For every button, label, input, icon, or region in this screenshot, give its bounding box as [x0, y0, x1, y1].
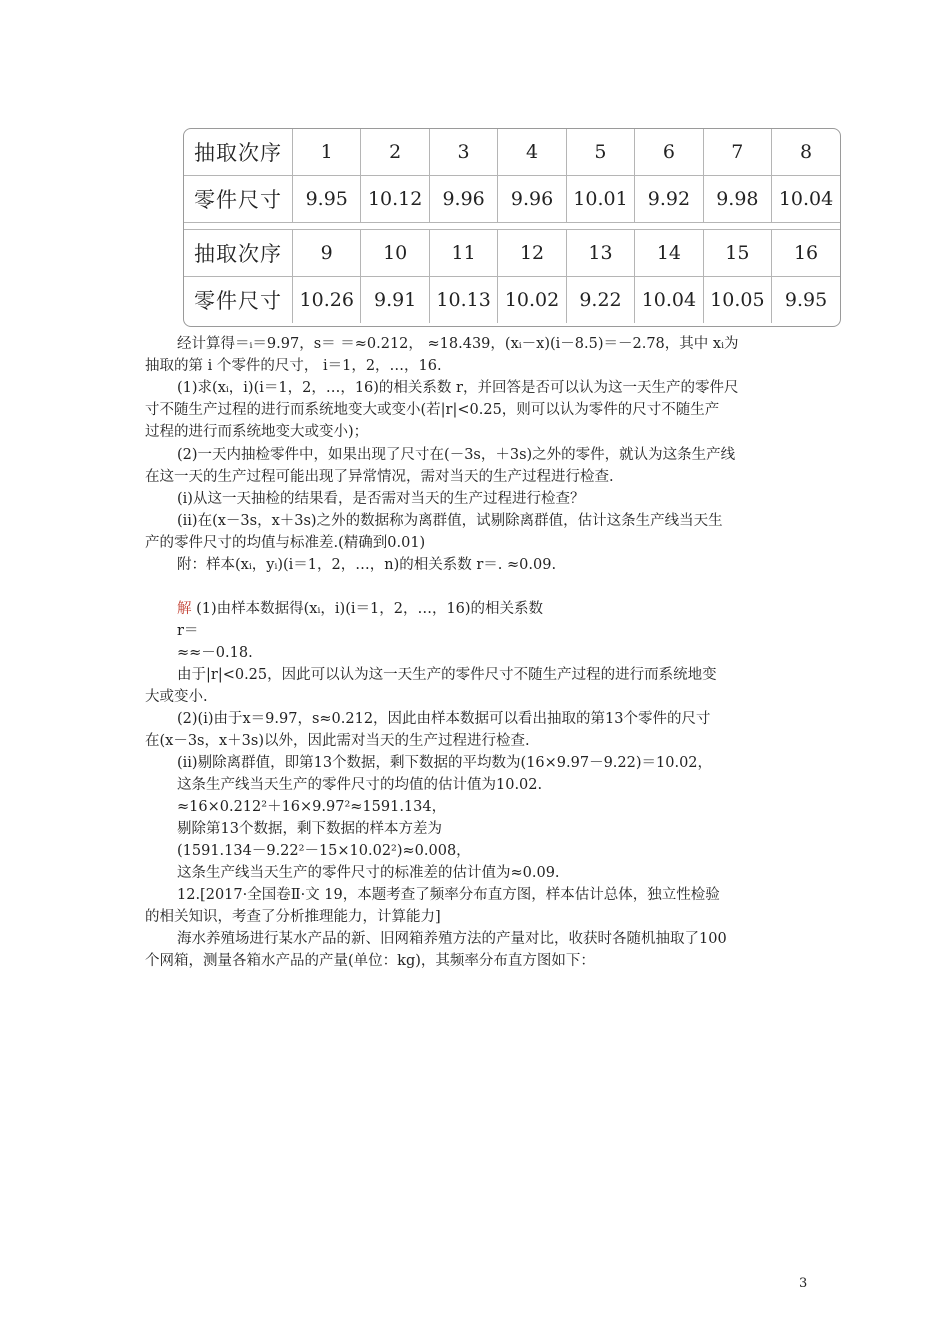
text-line: 海水养殖场进行某水产品的新、旧网箱养殖方法的产量对比，收获时各随机抽取了100: [177, 931, 727, 947]
table-cell: 10.04: [772, 176, 840, 223]
text-line: 由于|r|<0.25，因此可以认为这一天生产的零件尺寸不随生产过程的进行而系统地变: [177, 667, 717, 683]
text-line: 在这一天的生产过程可能出现了异常情况，需对当天的生产过程进行检查.: [145, 469, 614, 485]
solution-label: 解: [177, 601, 192, 617]
table-cell: 16: [772, 230, 840, 277]
table-cell: 9.22: [566, 277, 634, 324]
table-cell: 6: [635, 129, 703, 176]
row-label-order: 抽取次序: [184, 230, 293, 277]
text-line: ≈≈－0.18.: [177, 645, 253, 661]
table-cell: 10.02: [498, 277, 566, 324]
table-cell: 12: [498, 230, 566, 277]
page-number: 3: [799, 1276, 808, 1291]
data-table: [183, 128, 841, 327]
table-cell: 10.05: [703, 277, 771, 324]
table-cell: 3: [429, 129, 497, 176]
text-line: 经计算得＝ᵢ＝9.97，s＝ ＝≈0.212， ≈18.439，(xᵢ－x)(i－8.5)＝－2.78，其中 xᵢ为: [177, 336, 739, 352]
table-cell: 13: [566, 230, 634, 277]
text-line: 过程的进行而系统地变大或变小)；: [145, 424, 369, 440]
table-cell: 9.96: [498, 176, 566, 223]
table-cell: 9.95: [293, 176, 361, 223]
text-line: 寸不随生产过程的进行而系统地变大或变小(若|r|<0.25，则可以认为零件的尺寸不随生产: [145, 402, 720, 418]
text-line: 这条生产线当天生产的零件尺寸的均值的估计值为10.02.: [177, 777, 543, 793]
solution-first-line: [177, 598, 842, 620]
text-line: 剔除第13个数据，剩下数据的样本方差为: [177, 821, 442, 837]
solution-text: (1)由样本数据得(xᵢ，i)(i＝1，2，…，16)的相关系数: [191, 601, 544, 617]
text-line: 个网箱，测量各箱水产品的产量(单位：kg)，其频率分布直方图如下：: [145, 953, 595, 969]
text-line: 附：样本(xᵢ，yᵢ)(i＝1，2，…，n)的相关系数 r＝. ≈0.09.: [177, 557, 557, 573]
text-line: (ⅱ)在(x－3s，x＋3s)之外的数据称为离群值，试剔除离群值，估计这条生产线当天生: [177, 513, 723, 529]
table-cell: 10.12: [361, 176, 429, 223]
table-cell: 5: [566, 129, 634, 176]
text-line: 12.[2017·全国卷Ⅱ·文 19，本题考查了频率分布直方图，样本估计总体，独立性检验: [177, 887, 720, 903]
text-line: (ⅰ)从这一天抽检的结果看，是否需对当天的生产过程进行检查？: [177, 491, 585, 507]
text-line: ≈16×0.212²＋16×9.97²≈1591.134，: [177, 799, 447, 815]
text-line: (ⅱ)剔除离群值，即第13个数据，剩下数据的平均数为(16×9.97－9.22)＝10.02，: [177, 755, 713, 771]
text-line: (2)(ⅰ)由于x＝9.97，s≈0.212，因此由样本数据可以看出抽取的第13个零件的尺寸: [177, 711, 711, 727]
table-cell: 9.91: [361, 277, 429, 324]
table-cell: 10.01: [566, 176, 634, 223]
table-cell: 9.92: [635, 176, 703, 223]
table-cell: 4: [498, 129, 566, 176]
text-line: 产的零件尺寸的均值与标准差.(精确到0.01): [145, 535, 426, 551]
table-cell: 9: [293, 230, 361, 277]
table-divider: [184, 223, 840, 230]
table-cell: 14: [635, 230, 703, 277]
table-cell: 9.95: [772, 277, 840, 324]
table-cell: 10.26: [293, 277, 361, 324]
table-cell: 10: [361, 230, 429, 277]
text-line: 这条生产线当天生产的零件尺寸的标准差的估计值为≈0.09.: [177, 865, 560, 881]
table-cell: 9.98: [703, 176, 771, 223]
table-cell: 11: [429, 230, 497, 277]
text-line: 大或变小.: [145, 689, 208, 705]
table-cell: 15: [703, 230, 771, 277]
table-cell: 10.04: [635, 277, 703, 324]
table-cell: 9.96: [429, 176, 497, 223]
text-line: 的相关知识，考查了分析推理能力，计算能力]: [145, 909, 441, 925]
text-line: r＝: [177, 623, 199, 639]
table-cell: 7: [703, 129, 771, 176]
row-label-order: 抽取次序: [184, 129, 293, 176]
row-label-size: 零件尺寸: [184, 277, 293, 324]
text-line: (1591.134－9.22²－15×10.02²)≈0.008，: [177, 843, 471, 859]
row-label-size: 零件尺寸: [184, 176, 293, 223]
text-line: 抽取的第 i 个零件的尺寸， i＝1，2，…，16.: [145, 358, 442, 374]
text-line: (2)一天内抽检零件中，如果出现了尺寸在(－3s，＋3s)之外的零件，就认为这条生产线: [177, 447, 736, 463]
table-cell: 8: [772, 129, 840, 176]
text-line: (1)求(xᵢ，i)(i＝1，2，…，16)的相关系数 r，并回答是否可以认为这一天生产的零件尺: [177, 380, 739, 396]
table-cell: 1: [293, 129, 361, 176]
table-cell: 2: [361, 129, 429, 176]
table-cell: 10.13: [429, 277, 497, 324]
text-line: 在(x－3s，x＋3s)以外，因此需对当天的生产过程进行检查.: [145, 733, 530, 749]
